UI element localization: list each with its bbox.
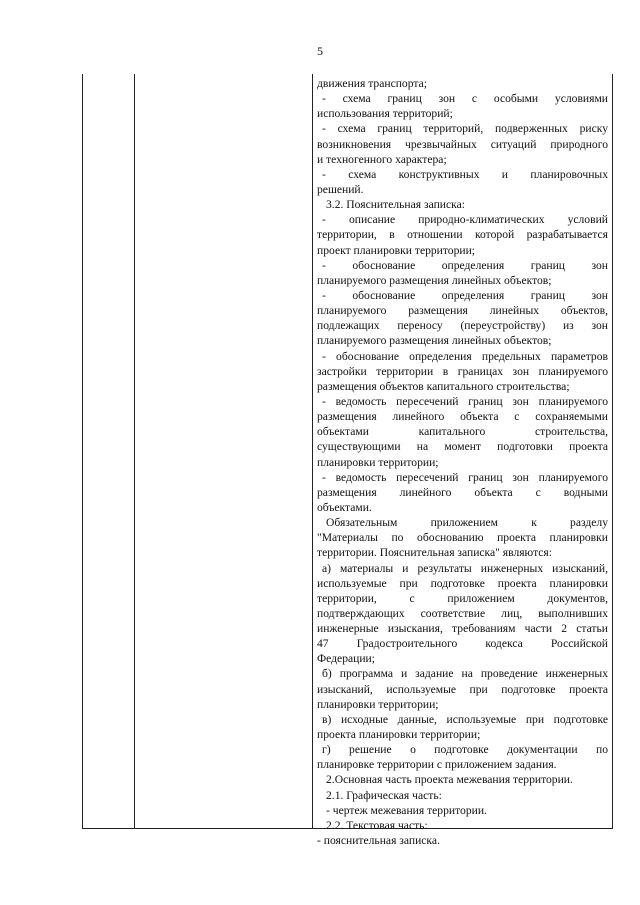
text-line: размещения линейного объекта с сохраняемыми <box>317 410 608 424</box>
text-line: - схема границ территорий, подверженных риску <box>322 122 608 136</box>
text-line: г) решение о подготовке документации по <box>322 743 608 757</box>
text-line: размещения линейного объекта с водными <box>317 485 608 499</box>
text-line: объектами. <box>317 500 372 514</box>
text-line: планируемого размещения линейных объектов; <box>317 334 552 348</box>
text-line: использования территорий; <box>317 107 453 121</box>
text-line: - схема конструктивных и планировочных <box>322 167 608 181</box>
text-line: планируемого размещения линейных объектов, <box>317 304 608 318</box>
table-column-content <box>313 74 612 848</box>
text-line: Федерации; <box>317 652 375 666</box>
text-line: инженерные изыскания, требованиям части 2 статьи <box>317 622 608 636</box>
text-line: объектами капитального строительства, <box>317 425 608 439</box>
text-line: - чертеж межевания территории. <box>326 803 487 817</box>
text-line: 2.2. Текстовая часть: <box>326 818 428 832</box>
text-line: "Материалы по обоснованию проекта планировки <box>317 531 608 545</box>
text-line: - обоснование определения предельных параметров <box>322 349 608 363</box>
text-line: - схема границ зон с особыми условиями <box>322 92 608 106</box>
text-line: планировке территории с приложением задания. <box>317 758 557 772</box>
text-line: 3.2. Пояснительная записка: <box>326 198 465 212</box>
table-column-name <box>135 74 313 828</box>
text-line: - обоснование определения границ зон <box>322 288 608 302</box>
text-line: территории. Пояснительная записка" являются: <box>317 546 552 560</box>
text-line: б) программа и задание на проведение инженерных <box>322 667 608 681</box>
text-line: территории, с приложением документов, <box>317 591 608 605</box>
document-table <box>82 74 613 848</box>
page-number: 5 <box>317 44 323 58</box>
text-line: планировки территории; <box>317 455 439 469</box>
text-line: - обоснование определения границ зон <box>322 258 608 272</box>
text-line: изысканий, используемые при подготовке проекта <box>317 682 608 696</box>
text-line: проект планировки территории; <box>317 243 476 257</box>
text-line: в) исходные данные, используемые при подготовке <box>322 712 608 726</box>
text-line: существующими на момент подготовки проекта <box>317 440 608 454</box>
text-line: 2.Основная часть проекта межевания территории. <box>326 773 573 787</box>
text-line: 2.1. Графическая часть: <box>326 788 442 802</box>
text-line: - описание природно-климатических условий <box>322 213 608 227</box>
text-line: и техногенного характера; <box>317 152 447 166</box>
text-line: движения транспорта; <box>317 77 427 90</box>
text-line: размещения объектов капитального строительства; <box>317 379 570 393</box>
text-line: подлежащих переносу (переустройству) из зон <box>317 319 608 333</box>
text-line: Обязательным приложением к разделу <box>326 516 608 530</box>
table-column-number <box>83 74 135 828</box>
text-line: - пояснительная записка. <box>317 834 440 848</box>
text-line: проекта планировки территории; <box>317 728 481 742</box>
text-line: а) материалы и результаты инженерных изысканий, <box>322 561 608 575</box>
text-line: планируемого размещения линейных объектов; <box>317 273 552 287</box>
text-line: решений. <box>317 182 364 196</box>
text-line: застройки территории в границах зон планируемого <box>317 364 608 378</box>
text-line: - ведомость пересечений границ зон планируемого <box>322 394 608 408</box>
text-line: возникновения чрезвычайных ситуаций природного <box>317 137 608 151</box>
text-line: планировки территории; <box>317 697 439 711</box>
text-line: используемые при подготовке проекта планировки <box>317 576 608 590</box>
text-line: территории, в отношении которой разрабатывается <box>317 228 608 242</box>
text-line: - ведомость пересечений границ зон планируемого <box>322 470 608 484</box>
text-line: подтверждающих соответствие лиц, выполнивших <box>317 606 608 620</box>
text-line: 47 Градостроительного кодекса Российской <box>317 637 608 651</box>
